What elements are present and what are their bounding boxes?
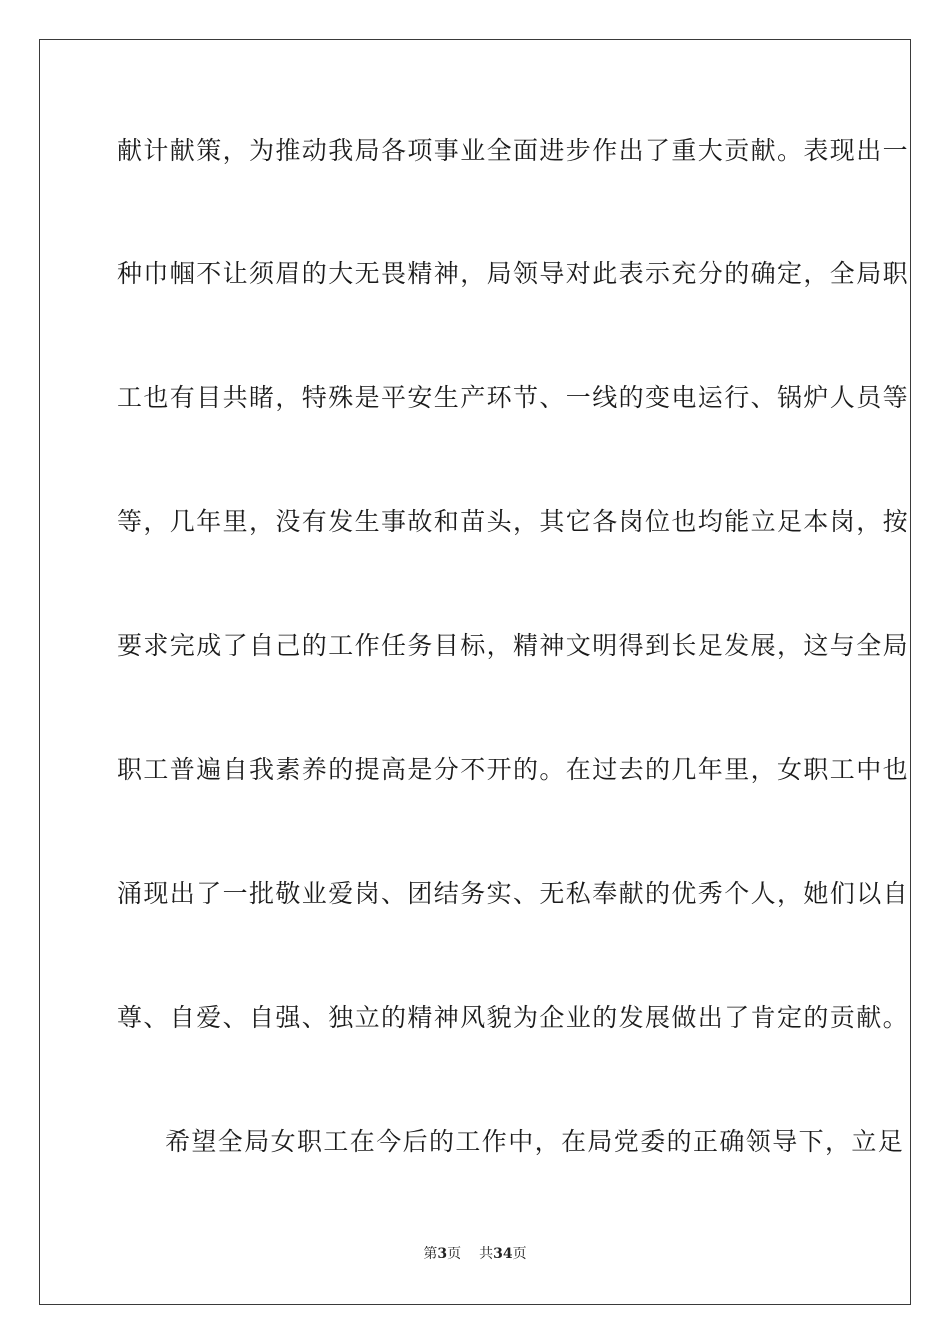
- text-line: 种巾帼不让须眉的大无畏精神，局领导对此表示充分的确定，全局职: [117, 259, 910, 288]
- text-line: 工也有目共睹，特殊是平安生产环节、一线的变电运行、锅炉人员等: [117, 383, 910, 412]
- page-border: [39, 39, 911, 1305]
- total-suffix: 页: [512, 1246, 527, 1262]
- total-prefix: 共: [479, 1246, 494, 1262]
- page-footer: [0, 1244, 950, 1264]
- text-line: 涌现出了一批敬业爱岗、团结务实、无私奉献的优秀个人，她们以自: [117, 879, 910, 908]
- page-number: 3: [437, 1246, 448, 1262]
- text-line: 等，几年里，没有发生事故和苗头，其它各岗位也均能立足本岗，按: [117, 507, 910, 536]
- text-line: 职工普遍自我素养的提高是分不开的。在过去的几年里，女职工中也: [117, 755, 910, 784]
- total-pages: 34: [493, 1246, 513, 1262]
- text-line: 要求完成了自己的工作任务目标，精神文明得到长足发展，这与全局: [117, 631, 910, 660]
- paragraph-first-line: 希望全局女职工在今后的工作中，在局党委的正确领导下，立足: [165, 1127, 905, 1156]
- text-line: 献计献策，为推动我局各项事业全面进步作出了重大贡献。表现出一: [117, 136, 910, 165]
- page-prefix: 第: [423, 1246, 438, 1262]
- page-suffix: 页: [447, 1246, 462, 1262]
- text-line: 尊、自爱、自强、独立的精神风貌为企业的发展做出了肯定的贡献。: [117, 1003, 910, 1032]
